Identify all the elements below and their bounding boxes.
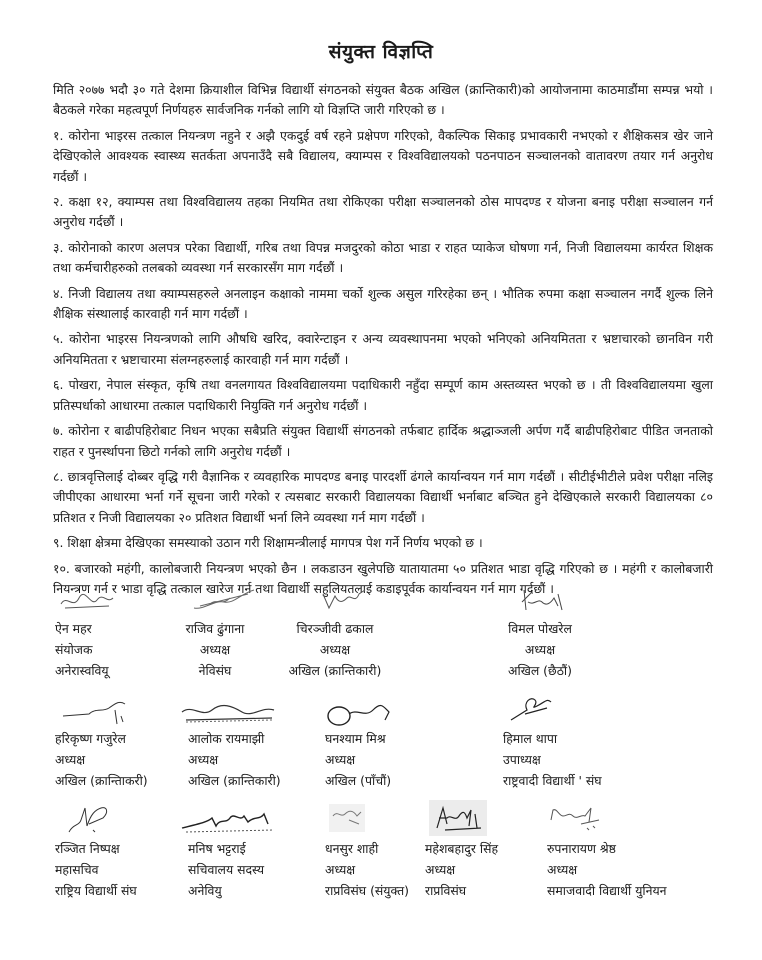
signatory-org: अखिल (पाँचौं) [325,773,392,788]
signatory-org: अनेवियु [188,883,222,898]
signatory-block [55,808,175,901]
signatory-role: अध्यक्ष [325,862,356,877]
signatory-role: अध्यक्ष [325,752,356,767]
point-7: ७. कोरोना र बाढीपहिरोबाट निधन भएका सबैप्रति संयुक्त विद्यार्थी संगठनको तर्फबाट हार्दिक श्रद्धाञ्जली अर्पण गर्दै बाढीपहिरोबाट पीडित जनताको राहत र पुनर्स्थापना छिटो गर्नको लागि अनुरोध गर्दछौं । [53,423,713,459]
signatory-org: अखिल (छैठौं) [508,663,572,678]
signatory-org: राप्रविसंघ [425,883,467,898]
signatory-org: समाजवादी विद्यार्थी युनियन [547,883,667,898]
intro-paragraph: मिति २०७७ भदौ ३० गते देशमा क्रियाशील विभिन्न विद्यार्थी संगठनको संयुक्त बैठक अखिल (क्रान्तिकारी)को आयोजनामा काठमाडौंमा सम्पन्न भयो । बैठकले गरेका महत्वपूर्ण निर्णयहरु सार्वजनिक गर्नको लागि यो विज्ञप्ति जारी गरिएको छ । [53,82,713,118]
signatory-block [490,588,590,681]
signatory-name: मनिष भट्टराई [188,841,246,856]
signatory-org: अखिल (क्रान्तिकारी) [288,663,382,678]
signatory-org: नेविसंघ [198,663,232,678]
signature-mark [325,698,445,728]
signatory-name: रुपनारायण श्रेष्ठ [547,841,616,856]
signatory-block [547,808,667,901]
signatory-org: अखिल (क्रान्तिकारी) [188,773,281,788]
signatory-name: विमल पोखरेल [508,621,572,636]
signatory-name: आलोक रायमाझी [188,731,265,746]
signatory-name: हरिकृष्ण गजुरेल [55,731,126,746]
signature-mark [547,808,667,838]
signatory-role: अध्यक्ष [199,642,231,657]
signatory-org: राप्रविसंघ (संयुक्त) [325,883,409,898]
point-8: ८. छात्रवृत्तिलाई दोब्बर वृद्धि गरी वैज्ञानिक र व्यवहारिक मापदण्ड बनाइ पारदर्शी ढंगले कार्यान्वयन गर्न माग गर्दछौं । सीटीईभीटीले प्रवेश परीक्षा नलिइ जीपीएका आधारमा भर्ना गर्ने सूचना जारी गरेको र त्यसबाट सरकारी विद्यालयका विद्यार्थी भर्नाबाट बञ्चित हुने देखिएकाले सरकारी विद्यालयका ८० प्रतिशत र निजी विद्यालयका २० प्रतिशत विद्यार्थी भर्ना लिने व्यवस्था गर्न माग गर्दछौं । [53,468,713,525]
signatory-block [188,698,308,791]
signatory-block [425,808,545,901]
signatory-block [188,808,308,901]
signatory-role: अध्यक्ष [425,862,456,877]
signatory-name: रञ्जित निष्पक्ष [55,841,120,856]
signatory-role: संयोजक [55,642,93,657]
signatory-name: राजिव ढुंगाना [185,621,245,636]
signatory-block [503,698,623,791]
signatory-role: अध्यक्ष [188,752,219,767]
signatory-org: राष्ट्रिय विद्यार्थी संघ [55,883,137,898]
signature-mark [275,588,395,618]
signature-mark [55,698,175,728]
signature-mark [188,808,308,838]
signatory-name: घनश्याम मिश्र [325,731,386,746]
signatory-role: अध्यक्ष [55,752,86,767]
statement-body [53,80,713,604]
point-6: ६. पोखरा, नेपाल संस्कृत, कृषि तथा वनलगायत विश्वविद्यालयमा पदाधिकारी नहुँदा सम्पूर्ण काम अस्तव्यस्त भएको छ । ती विश्वविद्यालयमा खुला प्रतिस्पर्धाको आधारमा तत्काल पदाधिकारी नियुक्ति गर्न अनुरोध गर्दछौं । [53,377,713,413]
signature-mark [490,588,610,618]
signatory-role: सचिवालय सदस्य [188,862,265,877]
signatory-role: अध्यक्ष [319,642,351,657]
signatory-role: महासचिव [55,862,99,877]
signatory-org: अनेरास्ववियू [55,663,109,678]
signatory-role: अध्यक्ष [547,862,578,877]
page-title: संयुक्त विज्ञप्ति [328,41,434,63]
signature-mark [503,698,623,728]
signatory-block [325,698,445,791]
point-3: ३. कोरोनाको कारण अलपत्र परेका विद्यार्थी, गरिब तथा विपन्न मजदुरको कोठा भाडा र राहत प्याकेज घोषणा गर्न, निजी विद्यालयमा कार्यरत शिक्षक तथा कर्मचारीहरुको तलबको व्यवस्था गर्न सरकारसँग माग गर्दछौं । [53,239,713,276]
signature-mark [55,588,175,618]
signatory-block [160,588,270,681]
signatory-name: चिरञ्जीवी ढकाल [296,621,374,636]
signatory-role: अध्यक्ष [524,642,556,657]
signatory-block [55,588,175,681]
point-10: १०. बजारको महंगी, कालोबजारी नियन्त्रण भएको छैन । लकडाउन खुलेपछि यातायातमा ५० प्रतिशत भाडा वृद्धि गरिएको छ । महंगी र कालोबजारी नियन्त्रण गर्न र भाडा वृद्धि तत्काल खारेज गर्न तथा विद्यार्थी सहुलियतलाई कडाइपूर्वक कार्यान्वयन गर्न माग गर्दछौं । [53,560,713,596]
point-2: २. कक्षा १२, क्याम्पस तथा विश्वविद्यालय तहका नियमित तथा रोकिएका परीक्षा सञ्चालनको ठोस मापदण्ड र योजना बनाइ परीक्षा सञ्चालन गर्न अनुरोध गर्दछौं । [53,194,713,230]
signatory-org: राष्ट्रवादी विद्यार्थी ' संघ [503,773,602,788]
point-1: १. कोरोना भाइरस तत्काल नियन्त्रण नहुने र अझै एकदुई वर्ष रहने प्रक्षेपण गरिएको, वैकल्पिक सिकाइ प्रभावकारी नभएको र शैक्षिकसत्र खेर जाने देखिएकोले आवश्यक स्वास्थ्य सतर्कता अपनाउँदै सबै विद्यालय, क्याम्पस र विश्वविद्यालयको पठनपाठन सञ्चालनको वातावरण तयार गर्न अनुरोध गर्दछौं । [53,127,713,184]
signatory-block [55,698,175,791]
point-9: ९. शिक्षा क्षेत्रमा देखिएका समस्याको उठान गरी शिक्षामन्त्रीलाई मागपत्र पेश गर्ने निर्णय भएको छ । [53,535,483,551]
signatory-name: ऐन महर [55,621,92,636]
point-4: ४. निजी विद्यालय तथा क्याम्पसहरुले अनलाइन कक्षाको नाममा चर्को शुल्क असुल गरिरहेका छन् । भौतिक रुपमा कक्षा सञ्चालन नगर्दै शुल्क लिने शैक्षिक संस्थालाई कारवाही गर्न माग गर्दछौं । [53,285,713,322]
signatory-name: महेशबहादुर सिंह [425,841,499,856]
signature-mark [188,698,308,728]
signatory-org: अखिल (क्रान्तिाकरी) [55,773,148,788]
signatory-block [275,588,395,681]
signature-mark [425,808,545,838]
signature-mark [160,588,280,618]
signatory-role: उपाध्यक्ष [503,752,541,767]
signature-mark [55,808,175,838]
point-5: ५. कोरोना भाइरस नियन्त्रणको लागि औषधि खरिद, क्वारेन्टाइन र अन्य व्यवस्थापनमा भएको भनिएको अनियमितता र भ्रष्टाचारको छानविन गरी अनियमितता र भ्रष्टाचारमा संलग्नहरुलाई कारवाही गर्न माग गर्दछौं । [53,331,713,367]
signatory-name: हिमाल थापा [503,731,558,746]
signatory-name: धनसुर शाही [325,841,379,856]
